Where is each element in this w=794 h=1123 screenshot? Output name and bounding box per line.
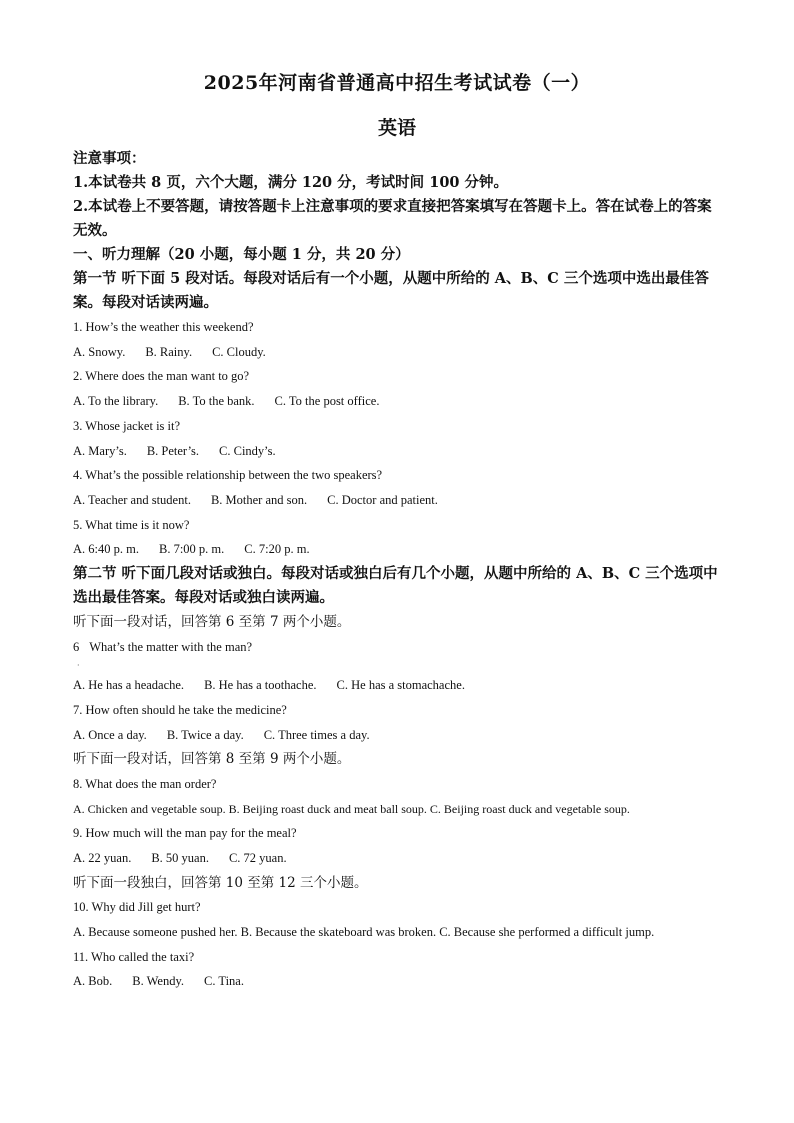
option-c: C. Tina. [204, 974, 244, 989]
question-3-options [73, 439, 723, 464]
option-a: A. 22 yuan. [73, 850, 132, 865]
question-7-stem: 7. How often should he take the medicine? [73, 702, 287, 717]
option-c: C. 72 yuan. [228, 850, 287, 865]
option-a: A. Mary’s. [73, 443, 127, 458]
question-1-stem: 1. How’s the weather this weekend? [73, 320, 254, 334]
question-10-stem: 10. Why did Jill get hurt? [73, 900, 201, 915]
question-6-options [73, 673, 723, 698]
option-c: C. Doctor and patient. [327, 492, 438, 507]
question-11-options [73, 969, 723, 994]
question-6-stem [73, 635, 723, 660]
question-1-options [73, 340, 723, 365]
prompt-questions-6-7: 听下面一段对话，回答第 6 至第 7 两个小题。 [73, 614, 351, 631]
question-5-options [73, 537, 723, 562]
stray-mark: · [77, 661, 80, 671]
option-c: C. Cloudy. [212, 344, 266, 359]
question-8-stem: 8. What does the man order? [73, 776, 217, 791]
question-6-text: What’s the matter with the man? [89, 639, 253, 654]
question-10-options: A. Because someone pushed her. B. Because the skateboard was broken. C. Because she performed a difficult jump. [73, 924, 655, 939]
section1-instructions: 第一节 听下面 5 段对话。每段对话后有一个小题，从题中所给的 A、B、C 三个选项中选出最佳答案。每段对话读两遍。 [73, 270, 709, 311]
option-a: A. Snowy. [73, 344, 126, 359]
question-5-stem: 5. What time is it now? [73, 517, 190, 532]
part1-heading: 一、听力理解（20 小题，每小题 1 分，共 20 分） [73, 246, 410, 263]
option-a: A. He has a headache. [73, 678, 185, 693]
notes-heading: 注意事项： [73, 150, 146, 167]
option-b: B. Wendy. [132, 974, 185, 989]
option-c: C. Cindy’s. [219, 443, 276, 458]
question-8-options: A. Chicken and vegetable soup. B. Beijing roast duck and meat ball soup. C. Beijing roast duck and vegetable soup. [73, 801, 630, 816]
exam-title: 2025年河南省普通高中招生考试试卷（一） [203, 72, 591, 94]
question-2-stem: 2. Where does the man want to go? [73, 369, 250, 384]
option-b: B. Peter’s. [146, 443, 200, 458]
option-b: B. Mother and son. [210, 492, 308, 507]
question-4-stem: 4. What’s the possible relationship between the two speakers? [73, 468, 383, 483]
option-c: C. To the post office. [274, 394, 380, 409]
option-c: C. 7:20 p. m. [244, 542, 310, 557]
option-b: B. Twice a day. [166, 727, 244, 742]
notes-item-2: 2.本试卷上不要答题，请按答题卡上注意事项的要求直接把答案填写在答题卡上。答在试卷上的答案无效。 [73, 198, 712, 239]
prompt-questions-10-12: 听下面一段独白，回答第 10 至第 12 三个小题。 [73, 874, 368, 891]
option-a: A. Teacher and student. [73, 492, 191, 507]
option-b: B. 7:00 p. m. [158, 542, 225, 557]
question-11-stem: 11. Who called the taxi? [73, 949, 195, 964]
question-9-options [73, 846, 723, 871]
option-a: A. 6:40 p. m. [73, 542, 139, 557]
option-b: B. To the bank. [178, 394, 255, 409]
option-a: A. Bob. [73, 974, 113, 989]
question-2-options [73, 389, 723, 414]
option-c: C. Three times a day. [263, 727, 370, 742]
notes-item-1: 1.本试卷共 8 页，六个大题，满分 120 分，考试时间 100 分钟。 [73, 174, 509, 191]
exam-body [73, 147, 723, 994]
option-b: B. Rainy. [145, 344, 193, 359]
subject-title: 英语 [377, 117, 416, 139]
option-b: B. 50 yuan. [151, 850, 209, 865]
question-4-options [73, 488, 723, 513]
option-b: B. He has a toothache. [204, 678, 317, 693]
question-3-stem: 3. Whose jacket is it? [73, 418, 181, 433]
question-6-number: 6 [73, 639, 80, 654]
option-a: A. Once a day. [73, 727, 147, 742]
option-a: A. To the library. [73, 394, 159, 409]
question-9-stem: 9. How much will the man pay for the meal? [73, 826, 297, 841]
section2-instructions: 第二节 听下面几段对话或独白。每段对话或独白后有几个小题，从题中所给的 A、B、C 三个选项中选出最佳答案。每段对话或独白读两遍。 [73, 565, 718, 607]
option-c: C. He has a stomachache. [336, 678, 465, 693]
prompt-questions-8-9: 听下面一段对话，回答第 8 至第 9 两个小题。 [73, 751, 351, 768]
question-7-options [73, 723, 723, 748]
